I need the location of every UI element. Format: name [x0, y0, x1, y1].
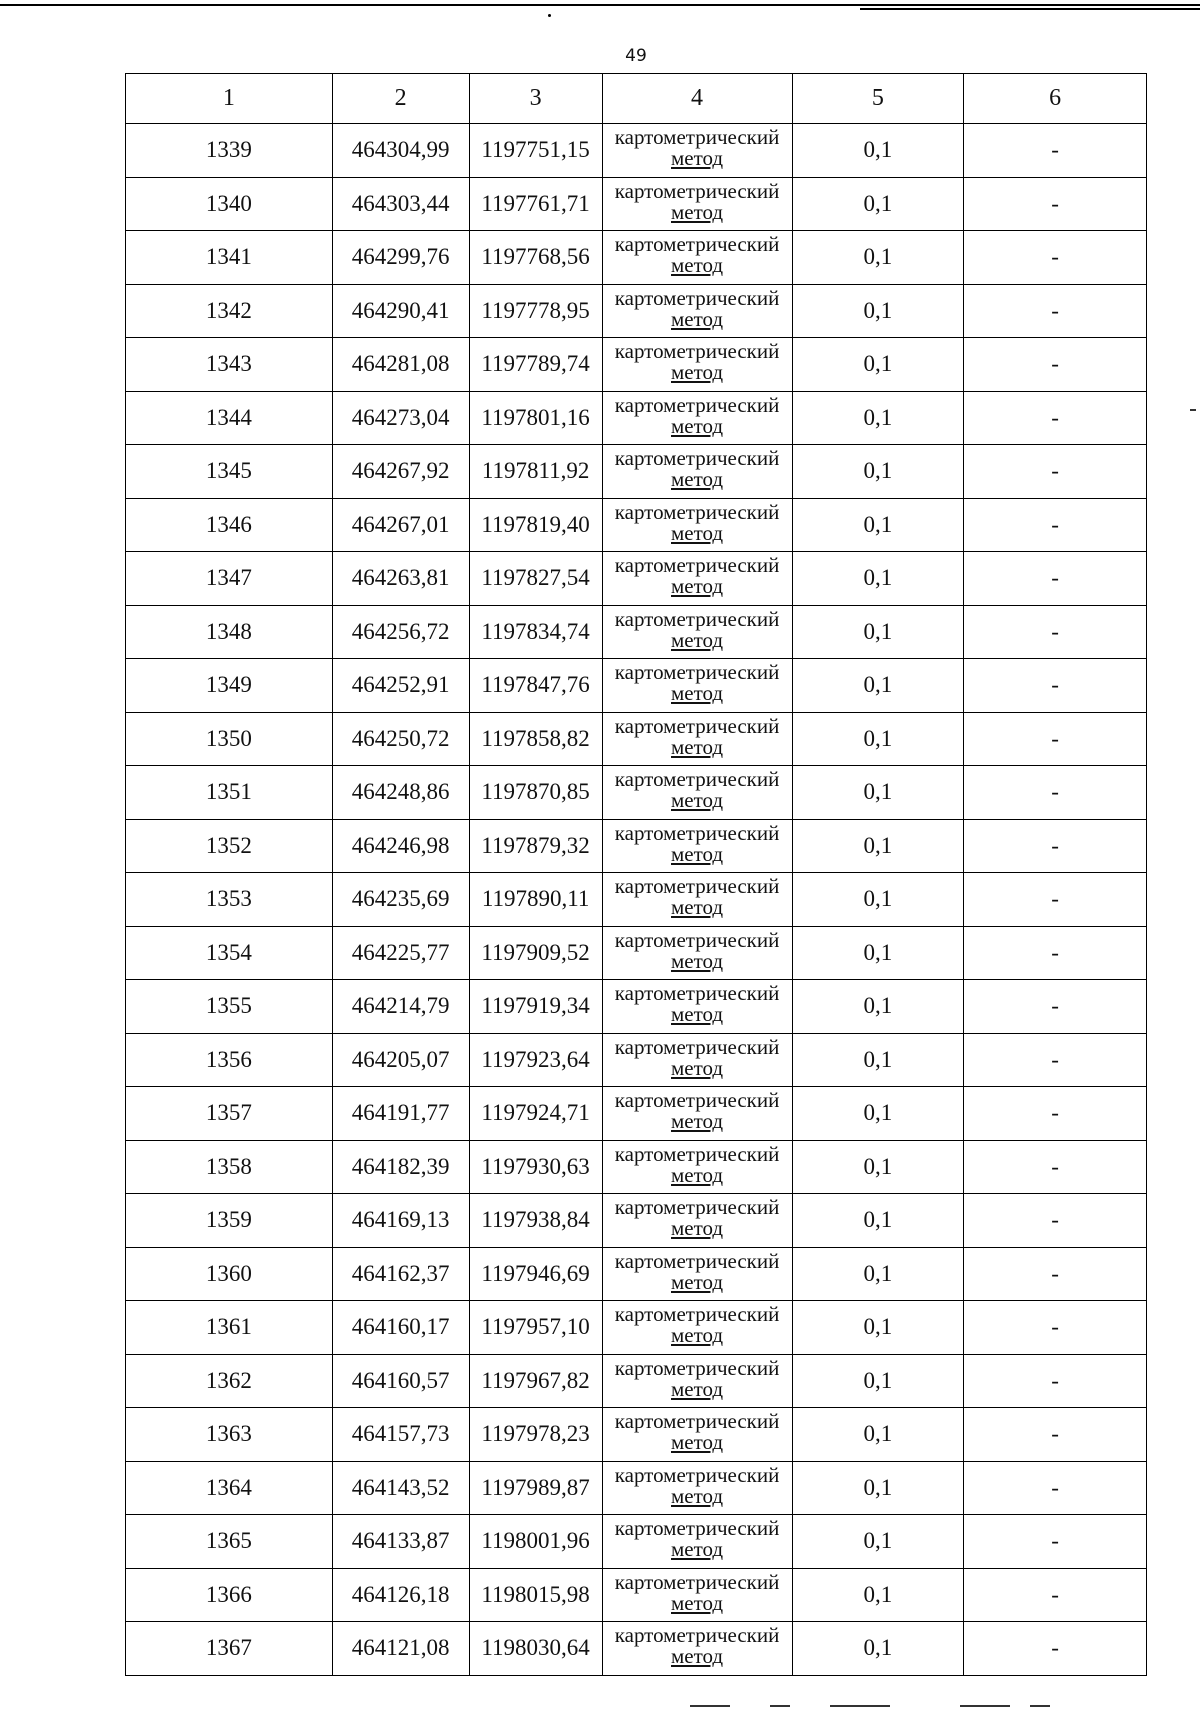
note-cell: - — [964, 712, 1147, 766]
note-cell: - — [964, 1033, 1147, 1087]
method-line-2: метод — [671, 788, 724, 812]
accuracy-cell: 0,1 — [792, 445, 964, 499]
method-line-2: метод — [671, 253, 724, 277]
x-coordinate-cell: 464299,76 — [332, 231, 469, 285]
method-line-2: метод — [671, 1430, 724, 1454]
method-line-2: метод — [671, 1216, 724, 1240]
accuracy-cell: 0,1 — [792, 498, 964, 552]
method-line-2: метод — [671, 467, 724, 491]
y-coordinate-cell: 1197761,71 — [469, 177, 602, 231]
table-row — [126, 766, 1147, 820]
method-line-1: картометрический — [614, 178, 780, 203]
x-coordinate-cell: 464191,77 — [332, 1087, 469, 1141]
method-line-2: метод — [671, 574, 724, 598]
accuracy-cell: 0,1 — [792, 284, 964, 338]
y-coordinate-cell: 1197827,54 — [469, 552, 602, 606]
method-line-1: картометрический — [614, 1623, 780, 1647]
point-number-cell: 1340 — [126, 177, 333, 231]
method-line-1: картометрический — [614, 927, 780, 952]
accuracy-cell: 0,1 — [792, 1087, 964, 1141]
scan-bottom-artifacts — [0, 1705, 1200, 1707]
method-line-1: картометрический — [614, 553, 780, 577]
note-cell: - — [964, 1140, 1147, 1194]
accuracy-cell: 0,1 — [792, 1568, 964, 1622]
note-cell: - — [964, 445, 1147, 499]
table-row — [126, 1354, 1147, 1408]
y-coordinate-cell: 1197957,10 — [469, 1301, 602, 1355]
y-coordinate-cell: 1198030,64 — [469, 1622, 602, 1676]
table-row — [126, 605, 1147, 659]
accuracy-cell: 0,1 — [792, 766, 964, 820]
point-number-cell: 1358 — [126, 1140, 333, 1194]
table-row — [126, 659, 1147, 713]
accuracy-cell: 0,1 — [792, 1247, 964, 1301]
method-line-2: метод — [671, 1162, 724, 1187]
point-number-cell: 1345 — [126, 445, 333, 499]
note-cell: - — [964, 926, 1147, 980]
note-cell: - — [964, 1622, 1147, 1676]
accuracy-cell: 0,1 — [792, 659, 964, 713]
point-number-cell: 1357 — [126, 1087, 333, 1141]
method-line-1: картометрический — [614, 1355, 780, 1380]
method-line-1: картометрический — [614, 1141, 780, 1166]
table-row — [126, 1194, 1147, 1248]
note-cell: - — [964, 552, 1147, 606]
y-coordinate-cell: 1197834,74 — [469, 605, 602, 659]
point-number-cell: 1355 — [126, 980, 333, 1034]
accuracy-cell: 0,1 — [792, 1622, 964, 1676]
accuracy-cell: 0,1 — [792, 712, 964, 766]
method-line-2: метод — [671, 948, 724, 973]
point-number-cell: 1352 — [126, 819, 333, 873]
method-line-2: метод — [671, 1269, 724, 1294]
note-cell: - — [964, 1301, 1147, 1355]
page-number: 49 — [625, 46, 647, 66]
x-coordinate-cell: 464290,41 — [332, 284, 469, 338]
x-coordinate-cell: 464182,39 — [332, 1140, 469, 1194]
method-line-1: картометрический — [614, 606, 780, 631]
y-coordinate-cell: 1197938,84 — [469, 1194, 602, 1248]
y-coordinate-cell: 1197778,95 — [469, 284, 602, 338]
accuracy-cell: 0,1 — [792, 926, 964, 980]
table-row — [126, 873, 1147, 927]
note-cell: - — [964, 338, 1147, 392]
accuracy-cell: 0,1 — [792, 1408, 964, 1462]
x-coordinate-cell: 464248,86 — [332, 766, 469, 820]
y-coordinate-cell: 1197847,76 — [469, 659, 602, 713]
method-line-2: метод — [671, 360, 724, 384]
method-cell — [602, 284, 792, 338]
note-cell: - — [964, 980, 1147, 1034]
table-row — [126, 1087, 1147, 1141]
note-cell: - — [964, 284, 1147, 338]
accuracy-cell: 0,1 — [792, 1461, 964, 1515]
point-number-cell: 1362 — [126, 1354, 333, 1408]
y-coordinate-cell: 1197919,34 — [469, 980, 602, 1034]
method-cell — [602, 766, 792, 820]
accuracy-cell: 0,1 — [792, 391, 964, 445]
x-coordinate-cell: 464304,99 — [332, 124, 469, 178]
header-cell: 3 — [469, 74, 602, 124]
table-row — [126, 284, 1147, 338]
accuracy-cell: 0,1 — [792, 1194, 964, 1248]
method-cell — [602, 1140, 792, 1194]
x-coordinate-cell: 464143,52 — [332, 1461, 469, 1515]
accuracy-cell: 0,1 — [792, 124, 964, 178]
method-cell — [602, 445, 792, 499]
y-coordinate-cell: 1197967,82 — [469, 1354, 602, 1408]
method-line-2: метод — [671, 520, 724, 545]
table-row — [126, 819, 1147, 873]
x-coordinate-cell: 464214,79 — [332, 980, 469, 1034]
point-number-cell: 1363 — [126, 1408, 333, 1462]
method-cell — [602, 1622, 792, 1676]
table-row — [126, 124, 1147, 178]
method-line-2: метод — [671, 1376, 724, 1401]
point-number-cell: 1342 — [126, 284, 333, 338]
accuracy-cell: 0,1 — [792, 980, 964, 1034]
method-line-2: метод — [671, 1002, 724, 1026]
point-number-cell: 1350 — [126, 712, 333, 766]
point-number-cell: 1341 — [126, 231, 333, 285]
method-cell — [602, 1354, 792, 1408]
method-line-1: картометрический — [614, 1195, 780, 1219]
method-line-2: метод — [671, 1109, 724, 1133]
note-cell: - — [964, 1568, 1147, 1622]
table-row — [126, 1301, 1147, 1355]
table-row — [126, 1247, 1147, 1301]
table-body — [126, 74, 1147, 1676]
method-line-2: метод — [671, 1055, 724, 1080]
y-coordinate-cell: 1197858,82 — [469, 712, 602, 766]
method-cell — [602, 712, 792, 766]
accuracy-cell: 0,1 — [792, 1515, 964, 1569]
x-coordinate-cell: 464235,69 — [332, 873, 469, 927]
x-coordinate-cell: 464267,01 — [332, 498, 469, 552]
x-coordinate-cell: 464246,98 — [332, 819, 469, 873]
accuracy-cell: 0,1 — [792, 819, 964, 873]
method-line-1: картометрический — [614, 1088, 780, 1112]
accuracy-cell: 0,1 — [792, 177, 964, 231]
y-coordinate-cell: 1197890,11 — [469, 873, 602, 927]
scan-speck — [548, 14, 551, 17]
method-line-2: метод — [671, 627, 724, 652]
method-cell — [602, 1461, 792, 1515]
method-cell — [602, 980, 792, 1034]
scan-side-mark — [1190, 409, 1196, 411]
header-cell: 1 — [126, 74, 333, 124]
accuracy-cell: 0,1 — [792, 1140, 964, 1194]
x-coordinate-cell: 464160,17 — [332, 1301, 469, 1355]
table-row — [126, 1515, 1147, 1569]
point-number-cell: 1339 — [126, 124, 333, 178]
x-coordinate-cell: 464250,72 — [332, 712, 469, 766]
method-line-1: картометрический — [614, 820, 780, 845]
y-coordinate-cell: 1197879,32 — [469, 819, 602, 873]
method-line-1: картометрический — [614, 285, 780, 310]
method-cell — [602, 819, 792, 873]
method-line-1: картометрический — [614, 1516, 780, 1540]
method-cell — [602, 338, 792, 392]
method-line-1: картометрический — [614, 1409, 780, 1433]
method-line-1: картометрический — [614, 713, 780, 738]
header-row — [126, 74, 1147, 124]
method-line-1: картометрический — [614, 1034, 780, 1059]
table-row — [126, 1568, 1147, 1622]
table-row — [126, 231, 1147, 285]
note-cell: - — [964, 873, 1147, 927]
note-cell: - — [964, 1354, 1147, 1408]
x-coordinate-cell: 464169,13 — [332, 1194, 469, 1248]
x-coordinate-cell: 464162,37 — [332, 1247, 469, 1301]
method-line-2: метод — [671, 199, 724, 224]
y-coordinate-cell: 1197924,71 — [469, 1087, 602, 1141]
header-cell: 4 — [602, 74, 792, 124]
method-line-2: метод — [671, 1537, 724, 1561]
method-cell — [602, 1247, 792, 1301]
method-cell — [602, 873, 792, 927]
table-row — [126, 1140, 1147, 1194]
point-number-cell: 1344 — [126, 391, 333, 445]
method-cell — [602, 124, 792, 178]
point-number-cell: 1351 — [126, 766, 333, 820]
table-row — [126, 498, 1147, 552]
point-number-cell: 1356 — [126, 1033, 333, 1087]
method-cell — [602, 391, 792, 445]
method-line-1: картометрический — [614, 125, 780, 149]
y-coordinate-cell: 1197751,15 — [469, 124, 602, 178]
y-coordinate-cell: 1197811,92 — [469, 445, 602, 499]
table-row — [126, 1033, 1147, 1087]
method-cell — [602, 926, 792, 980]
note-cell: - — [964, 177, 1147, 231]
table-row — [126, 1622, 1147, 1676]
note-cell: - — [964, 1247, 1147, 1301]
note-cell: - — [964, 766, 1147, 820]
x-coordinate-cell: 464205,07 — [332, 1033, 469, 1087]
point-number-cell: 1354 — [126, 926, 333, 980]
x-coordinate-cell: 464157,73 — [332, 1408, 469, 1462]
note-cell: - — [964, 391, 1147, 445]
x-coordinate-cell: 464225,77 — [332, 926, 469, 980]
table-row — [126, 712, 1147, 766]
method-line-2: метод — [671, 1483, 724, 1508]
accuracy-cell: 0,1 — [792, 552, 964, 606]
note-cell: - — [964, 124, 1147, 178]
method-line-1: картометрический — [614, 339, 780, 363]
method-line-1: картометрический — [614, 392, 780, 417]
note-cell: - — [964, 231, 1147, 285]
method-cell — [602, 177, 792, 231]
point-number-cell: 1359 — [126, 1194, 333, 1248]
method-cell — [602, 1568, 792, 1622]
y-coordinate-cell: 1197789,74 — [469, 338, 602, 392]
method-line-2: метод — [671, 1644, 724, 1668]
x-coordinate-cell: 464133,87 — [332, 1515, 469, 1569]
x-coordinate-cell: 464267,92 — [332, 445, 469, 499]
table-row — [126, 552, 1147, 606]
table-row — [126, 177, 1147, 231]
y-coordinate-cell: 1197930,63 — [469, 1140, 602, 1194]
y-coordinate-cell: 1197946,69 — [469, 1247, 602, 1301]
note-cell: - — [964, 1461, 1147, 1515]
y-coordinate-cell: 1197978,23 — [469, 1408, 602, 1462]
note-cell: - — [964, 498, 1147, 552]
header-cell: 6 — [964, 74, 1147, 124]
note-cell: - — [964, 1408, 1147, 1462]
coordinates-table — [125, 73, 1147, 1676]
y-coordinate-cell: 1197909,52 — [469, 926, 602, 980]
x-coordinate-cell: 464263,81 — [332, 552, 469, 606]
method-cell — [602, 605, 792, 659]
method-cell — [602, 552, 792, 606]
x-coordinate-cell: 464281,08 — [332, 338, 469, 392]
note-cell: - — [964, 605, 1147, 659]
method-line-2: метод — [671, 1590, 724, 1615]
point-number-cell: 1348 — [126, 605, 333, 659]
method-line-2: метод — [671, 1323, 724, 1347]
note-cell: - — [964, 819, 1147, 873]
accuracy-cell: 0,1 — [792, 1033, 964, 1087]
x-coordinate-cell: 464160,57 — [332, 1354, 469, 1408]
method-line-2: метод — [671, 895, 724, 919]
point-number-cell: 1365 — [126, 1515, 333, 1569]
x-coordinate-cell: 464121,08 — [332, 1622, 469, 1676]
note-cell: - — [964, 1515, 1147, 1569]
method-cell — [602, 1194, 792, 1248]
method-line-1: картометрический — [614, 499, 780, 524]
x-coordinate-cell: 464126,18 — [332, 1568, 469, 1622]
accuracy-cell: 0,1 — [792, 1301, 964, 1355]
y-coordinate-cell: 1197923,64 — [469, 1033, 602, 1087]
accuracy-cell: 0,1 — [792, 338, 964, 392]
method-cell — [602, 231, 792, 285]
note-cell: - — [964, 1087, 1147, 1141]
point-number-cell: 1346 — [126, 498, 333, 552]
x-coordinate-cell: 464303,44 — [332, 177, 469, 231]
y-coordinate-cell: 1197870,85 — [469, 766, 602, 820]
table-row — [126, 338, 1147, 392]
method-line-1: картометрический — [614, 446, 780, 470]
note-cell: - — [964, 1194, 1147, 1248]
point-number-cell: 1366 — [126, 1568, 333, 1622]
table-row — [126, 980, 1147, 1034]
point-number-cell: 1353 — [126, 873, 333, 927]
table-row — [126, 445, 1147, 499]
point-number-cell: 1360 — [126, 1247, 333, 1301]
method-line-1: картометрический — [614, 1302, 780, 1326]
method-line-1: картометрический — [614, 981, 780, 1005]
table-row — [126, 926, 1147, 980]
method-line-1: картометрический — [614, 1248, 780, 1273]
method-line-1: картометрический — [614, 874, 780, 898]
y-coordinate-cell: 1197801,16 — [469, 391, 602, 445]
x-coordinate-cell: 464256,72 — [332, 605, 469, 659]
y-coordinate-cell: 1198015,98 — [469, 1568, 602, 1622]
method-cell — [602, 1033, 792, 1087]
accuracy-cell: 0,1 — [792, 873, 964, 927]
header-cell: 5 — [792, 74, 964, 124]
point-number-cell: 1347 — [126, 552, 333, 606]
method-cell — [602, 498, 792, 552]
method-line-2: метод — [671, 681, 724, 705]
method-cell — [602, 1087, 792, 1141]
y-coordinate-cell: 1197768,56 — [469, 231, 602, 285]
method-line-2: метод — [671, 841, 724, 866]
scan-top-border-right — [860, 8, 1200, 10]
y-coordinate-cell: 1197989,87 — [469, 1461, 602, 1515]
y-coordinate-cell: 1197819,40 — [469, 498, 602, 552]
method-line-2: метод — [671, 306, 724, 331]
accuracy-cell: 0,1 — [792, 1354, 964, 1408]
accuracy-cell: 0,1 — [792, 605, 964, 659]
method-line-2: метод — [671, 413, 724, 438]
point-number-cell: 1349 — [126, 659, 333, 713]
method-cell — [602, 1408, 792, 1462]
point-number-cell: 1367 — [126, 1622, 333, 1676]
method-line-1: картометрический — [614, 1462, 780, 1487]
method-line-1: картометрический — [614, 232, 780, 256]
scan-top-border — [0, 4, 1200, 6]
point-number-cell: 1343 — [126, 338, 333, 392]
x-coordinate-cell: 464252,91 — [332, 659, 469, 713]
table-row — [126, 391, 1147, 445]
y-coordinate-cell: 1198001,96 — [469, 1515, 602, 1569]
method-line-1: картометрический — [614, 767, 780, 791]
point-number-cell: 1364 — [126, 1461, 333, 1515]
method-line-2: метод — [671, 146, 724, 170]
x-coordinate-cell: 464273,04 — [332, 391, 469, 445]
header-cell: 2 — [332, 74, 469, 124]
point-number-cell: 1361 — [126, 1301, 333, 1355]
table-row — [126, 1461, 1147, 1515]
method-cell — [602, 1301, 792, 1355]
method-line-2: метод — [671, 734, 724, 759]
accuracy-cell: 0,1 — [792, 231, 964, 285]
table-row — [126, 1408, 1147, 1462]
method-line-1: картометрический — [614, 660, 780, 684]
method-line-1: картометрический — [614, 1569, 780, 1594]
method-cell — [602, 659, 792, 713]
method-cell — [602, 1515, 792, 1569]
note-cell: - — [964, 659, 1147, 713]
